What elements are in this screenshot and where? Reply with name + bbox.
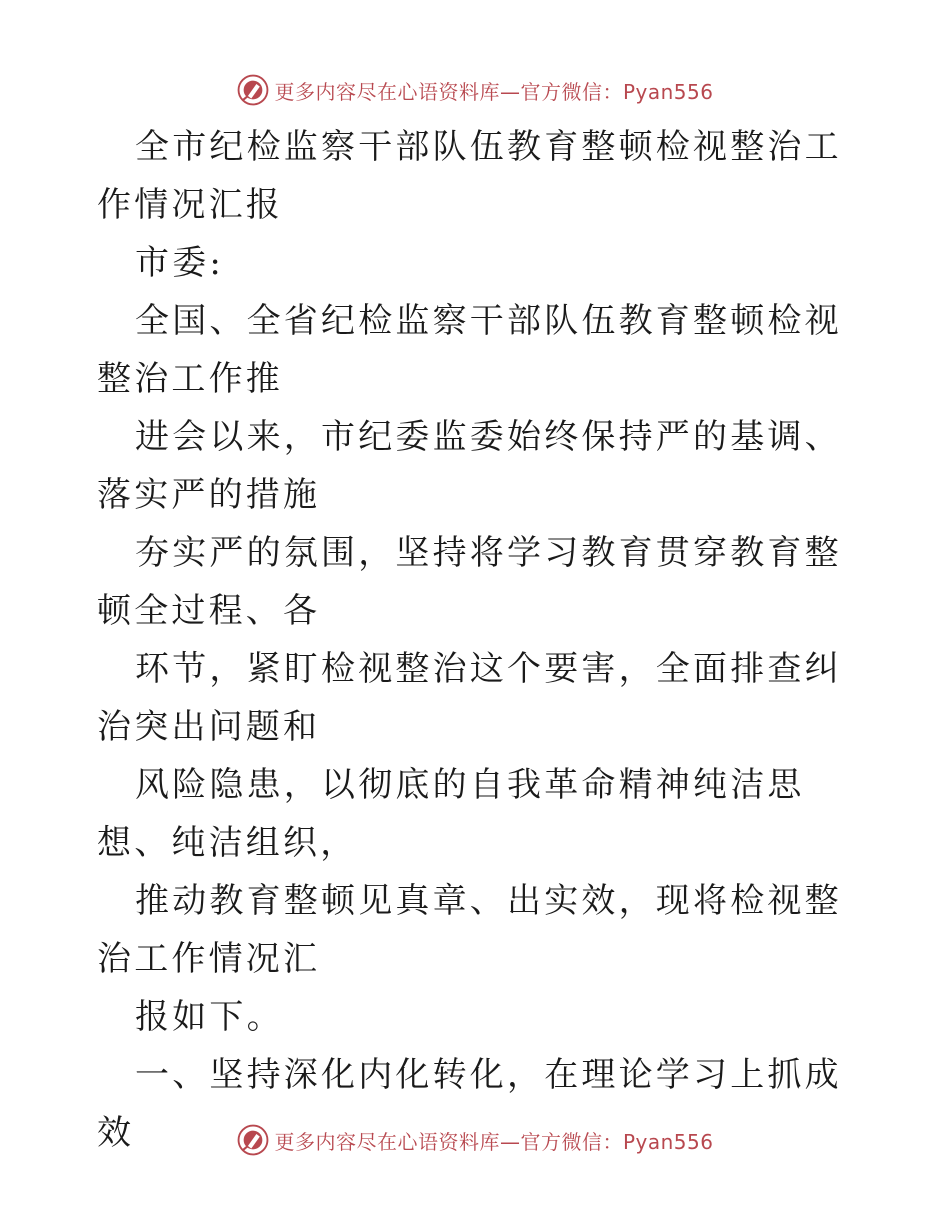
body-line: 推动教育整顿见真章、出实效，现将检视整治工作情况汇 (97, 881, 842, 979)
salutation: 市委: (135, 243, 225, 283)
body-line: 报如下。 (135, 997, 284, 1037)
pen-nib-logo-icon (236, 73, 270, 107)
header-watermark-banner (0, 70, 950, 110)
body-line: 环节，紧盯检视整治这个要害，全面排查纠治突出问题和 (97, 649, 842, 747)
body-line: 风险隐患，以彻底的自我革命精神纯洁思想、纯洁组织， (97, 765, 805, 863)
document-title: 全市纪检监察干部队伍教育整顿检视整治工作情况汇报 (97, 127, 842, 225)
section-heading: 一、坚持深化内化转化，在理论学习上抓成效 (97, 1055, 842, 1153)
body-line: 夯实严的氛围，坚持将学习教育贯穿教育整顿全过程、各 (97, 533, 842, 631)
body-line: 全国、全省纪检监察干部队伍教育整顿检视整治工作推 (97, 301, 842, 399)
document-body (97, 118, 857, 1162)
pen-nib-logo-icon (236, 1123, 270, 1157)
body-line: 进会以来，市纪委监委始终保持严的基调、落实严的措施 (97, 417, 842, 515)
watermark-text: 更多内容尽在心语资料库—官方微信：Pyan556 (274, 79, 714, 104)
footer-watermark-banner (0, 1120, 950, 1160)
watermark-text: 更多内容尽在心语资料库—官方微信：Pyan556 (274, 1129, 714, 1154)
